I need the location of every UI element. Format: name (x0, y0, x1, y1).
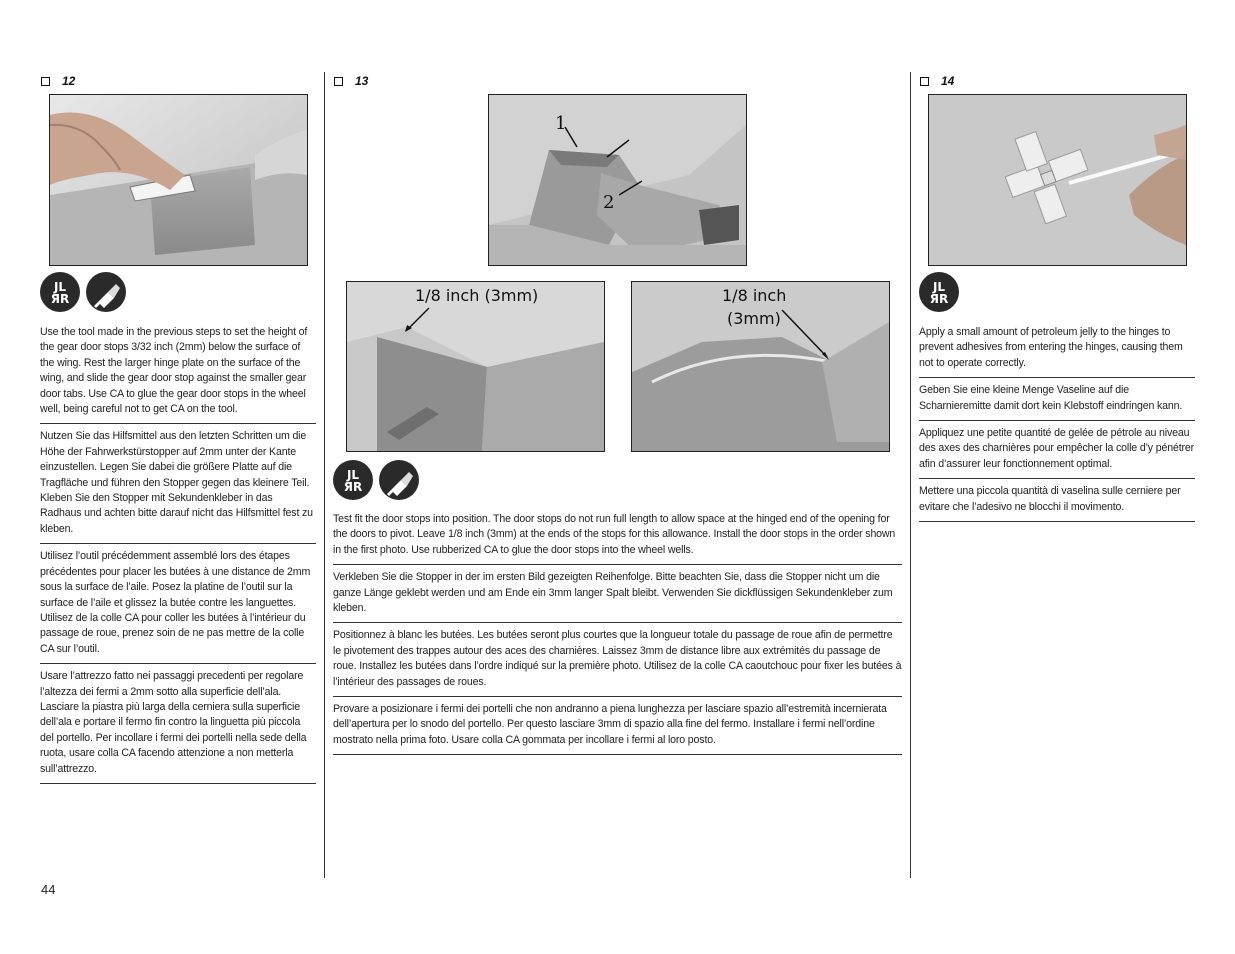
step-number: 12 (62, 74, 76, 88)
photo-label-1: 1 (555, 113, 567, 134)
step-13-header (334, 74, 368, 88)
photo-gap-label-line1: 1/8 inch (722, 286, 787, 305)
column-divider (324, 72, 325, 878)
column-divider (910, 72, 911, 878)
svg-text:JL: JL (932, 280, 946, 294)
instruction-english: Test fit the door stops into position. The door stops do not run full length to allow space at the hinged end of the opening for the doors to pivot. Leave 1/8 inch (3mm) at the ends of the stops for this allowance. Install the door stops in the order shown in the first photo. Use rubberized CA to glue the door stops into the wheel wells. (333, 507, 902, 565)
step-number: 14 (941, 74, 955, 88)
photo-label-2: 2 (603, 192, 615, 213)
instruction-french: Utilisez l’outil précédemment assemblé lors des étapes précédentes pour placer les butées à une distance de 2mm sous la surface de l’aile. Posez la platine de l’outil sur la surface de l’aile et glissez la butée contre les languettes. Utilisez de la colle CA pour coller les butées à l’intérieur du passage de roue, prenez soin de ne pas mettre de la colle CA sur l’outil. (40, 544, 316, 664)
hinge-jig-icon (919, 272, 959, 312)
svg-text:ЯR: ЯR (343, 480, 363, 494)
step-13-tool-icons (333, 460, 419, 500)
instruction-italian: Usare l’attrezzo fatto nei passaggi precedenti per regolare l’altezza dei fermi a 2mm sotto alla superficie dell’ala. Lasciare la piastra più larga della cerniera sulla superficie dell’ala e portare il fermo fin contro la linguetta più piccola del portello. Per incollare i fermi dei portelli nella sede della ruota, usare colla CA facendo attenzione a non metterla sull’attrezzo. (40, 664, 316, 784)
step-14-tool-icons (919, 272, 959, 312)
hinge-jig-icon (333, 460, 373, 500)
step-12-instructions (40, 320, 316, 784)
checkbox-icon[interactable] (334, 77, 343, 86)
step-12-tool-icons (40, 272, 126, 312)
instruction-french: Appliquez une petite quantité de gelée de pétrole au niveau des axes des charnières pour empêcher la colle d’y pénétrer afin d’assurer leur fonctionnement optimal. (919, 421, 1195, 479)
photo-gap-label-line2: (3mm) (727, 309, 781, 328)
svg-text:ЯR: ЯR (929, 292, 949, 306)
svg-text:JL: JL (346, 468, 360, 482)
instruction-english: Use the tool made in the previous steps to set the height of the gear door stops 3/32 inch (2mm) below the surface of the wing. Rest the larger hinge plate on the surface of the wing, and slide the gear door stop against the smaller gear door tabs. Use CA to glue the gear door stops in the wheel well, being careful not to get CA on the tool. (40, 320, 316, 424)
instruction-english: Apply a small amount of petroleum jelly to the hinges to prevent adhesives from entering the hinges, causing them not to operate correctly. (919, 320, 1195, 378)
checkbox-icon[interactable] (41, 77, 50, 86)
step-12-photo (49, 94, 308, 266)
instruction-german: Geben Sie eine kleine Menge Vaseline auf die Scharnieremitte damit dort kein Klebstoff eindringen kann. (919, 378, 1195, 421)
step-13-instructions (333, 507, 902, 755)
instruction-french: Positionnez à blanc les butées. Les butées seront plus courtes que la longueur totale du passage de roue afin de permettre le pivotement des trappes autour des aces des charnières. Laissez 3mm de distance libre aux extrémités du passage de roue. Installez les butées dans l’ordre indiqué sur la première photo. Utilisez de la colle CA caoutchouc pour fixer les butées à l’intérieur des passages de roues. (333, 623, 902, 697)
step-12-header (41, 74, 75, 88)
step-13-photo-overview (488, 94, 747, 266)
step-13-photo-left-gap (346, 281, 605, 452)
instruction-italian: Mettere una piccola quantità di vaselina sulle cerniere per evitare che l’adesivo ne blocchi il movimento. (919, 479, 1195, 522)
svg-text:ЯR: ЯR (50, 292, 70, 306)
instruction-italian: Provare a posizionare i fermi dei portelli che non andranno a piena lunghezza per lasciare spazio all’estremità incernierata dell’apertura per lo snodo del portello. Per questo lasciare 3mm di spazio alla fine del fermo. Installare i fermi nell’ordine mostrato nella prima foto. Usare colla CA gommata per incollare i fermi al loro posto. (333, 697, 902, 755)
page-number: 44 (41, 882, 56, 897)
step-13-photo-right-gap (631, 281, 890, 452)
photo-gap-label: 1/8 inch (3mm) (415, 286, 539, 305)
step-14-photo (928, 94, 1187, 266)
instruction-german: Nutzen Sie das Hilfsmittel aus den letzten Schritten um die Höhe der Fahrwerkstürstopper auf 2mm unter der Kante einzustellen. Legen Sie dabei die größere Platte auf die Tragfläche und führen den Stopper gegen das kleinere Teil. Kleben Sie den Stopper mit Sekundenkleber in das Radhaus und achten bitte darauf nicht das Hilfsmittel fest zu kleben. (40, 424, 316, 544)
hinge-jig-icon (40, 272, 80, 312)
step-14-instructions (919, 320, 1195, 522)
step-14-header (920, 74, 954, 88)
svg-text:JL: JL (53, 280, 67, 294)
step-number: 13 (355, 74, 369, 88)
checkbox-icon[interactable] (920, 77, 929, 86)
ca-glue-bottle-icon (379, 460, 419, 500)
ca-glue-bottle-icon (86, 272, 126, 312)
instruction-german: Verkleben Sie die Stopper in der im ersten Bild gezeigten Reihenfolge. Bitte beachten Sie, dass die Stopper nicht um die ganze Länge geklebt werden und am Ende ein 3mm langer Spalt bleibt. Verwenden Sie dickflüssigen Sekundenkleber zum kleben. (333, 565, 902, 623)
